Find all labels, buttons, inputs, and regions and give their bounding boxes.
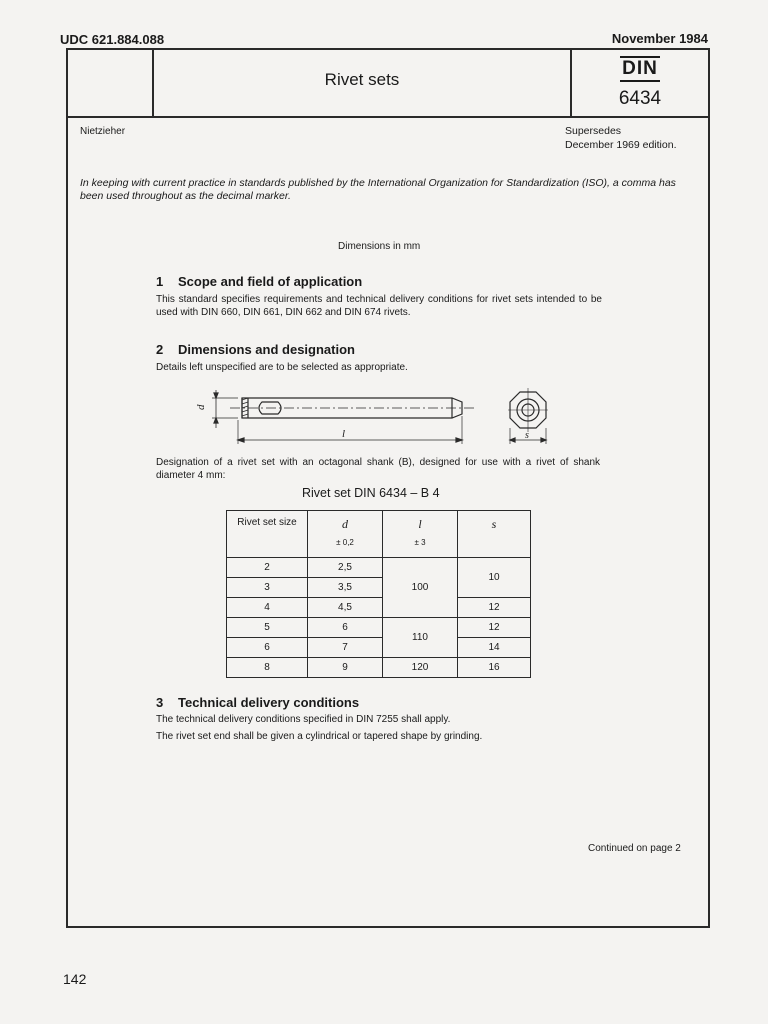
rivet-set-dimensions-table xyxy=(226,510,531,678)
section-3-line-1: The technical delivery conditions specified in DIN 7255 shall apply. xyxy=(156,714,451,725)
continued-note: Continued on page 2 xyxy=(588,843,681,854)
rivet-set-drawing xyxy=(190,380,560,452)
cell-size: 6 xyxy=(227,638,308,658)
din-label: DIN xyxy=(620,56,660,82)
cell-s: 10 xyxy=(458,558,531,598)
table-header-row xyxy=(227,511,531,558)
label-l: l xyxy=(342,428,346,440)
section-2-title: Dimensions and designation xyxy=(178,342,355,357)
table-row xyxy=(227,638,531,658)
header-d-symbol: d xyxy=(342,517,348,531)
header-size: Rivet set size xyxy=(227,511,308,558)
header-d xyxy=(308,511,383,558)
section-3-number: 3 xyxy=(156,695,164,710)
supersedes-line-2: December 1969 edition. xyxy=(565,139,677,151)
table-row xyxy=(227,598,531,618)
designation-example: Rivet set DIN 6434 – B 4 xyxy=(302,486,440,500)
header-s xyxy=(458,511,531,558)
cell-s: 12 xyxy=(458,598,531,618)
label-d: d xyxy=(195,404,207,410)
section-2-heading xyxy=(156,342,355,357)
section-1-text: This standard specifies requirements and technical delivery conditions for rivet sets intended to be used with DIN 660, DIN 661, DIN 662 and DIN 674 rivets. xyxy=(156,294,602,318)
table-row xyxy=(227,618,531,638)
cell-size: 2 xyxy=(227,558,308,578)
cell-l: 100 xyxy=(383,558,458,618)
section-1-heading xyxy=(156,274,362,289)
cell-d: 4,5 xyxy=(308,598,383,618)
supersedes-note xyxy=(565,124,677,152)
cell-s: 12 xyxy=(458,618,531,638)
table-row xyxy=(227,558,531,578)
din-number: 6434 xyxy=(618,88,662,109)
cell-size: 4 xyxy=(227,598,308,618)
udc-number: UDC 621.884.088 xyxy=(60,32,165,47)
cell-d: 7 xyxy=(308,638,383,658)
cell-d: 3,5 xyxy=(308,578,383,598)
section-1-number: 1 xyxy=(156,274,164,289)
iso-decimal-note: In keeping with current practice in standards published by the International Organization for Standardization (ISO), a comma has been used throughout as the decimal marker. xyxy=(80,177,676,202)
section-2-number: 2 xyxy=(156,342,164,357)
header-l xyxy=(383,511,458,558)
header-s-symbol: s xyxy=(491,517,497,531)
cell-d: 9 xyxy=(308,658,383,678)
header-l-tolerance: ± 3 xyxy=(414,538,426,547)
cell-d: 6 xyxy=(308,618,383,638)
cell-size: 3 xyxy=(227,578,308,598)
header-l-symbol: l xyxy=(418,517,422,531)
section-2-text: Details left unspecified are to be selected as appropriate. xyxy=(156,362,408,373)
german-title: Nietzieher xyxy=(80,126,126,137)
cell-size: 8 xyxy=(227,658,308,678)
cell-s: 16 xyxy=(458,658,531,678)
dimensions-note: Dimensions in mm xyxy=(338,241,421,252)
label-s: s xyxy=(525,430,529,441)
section-3-line-2: The rivet set end shall be given a cylindrical or tapered shape by grinding. xyxy=(156,731,483,742)
designation-text: Designation of a rivet set with an octagonal shank (B), designed for use with a rivet of shank diameter 4 mm: xyxy=(156,457,600,481)
publication-date: November 1984 xyxy=(611,31,708,46)
din-standard-box xyxy=(572,56,708,110)
header-d-tolerance: ± 0,2 xyxy=(336,538,354,547)
cell-size: 5 xyxy=(227,618,308,638)
supersedes-line-1: Supersedes xyxy=(565,125,622,137)
page-number: 142 xyxy=(63,971,87,987)
section-3-heading xyxy=(156,695,359,710)
cell-s: 14 xyxy=(458,638,531,658)
document-title: Rivet sets xyxy=(324,70,400,89)
cell-l: 120 xyxy=(383,658,458,678)
table-row xyxy=(227,658,531,678)
section-1-title: Scope and field of application xyxy=(178,274,363,289)
cell-l: 110 xyxy=(383,618,458,658)
cell-d: 2,5 xyxy=(308,558,383,578)
section-3-title: Technical delivery conditions xyxy=(178,695,360,710)
